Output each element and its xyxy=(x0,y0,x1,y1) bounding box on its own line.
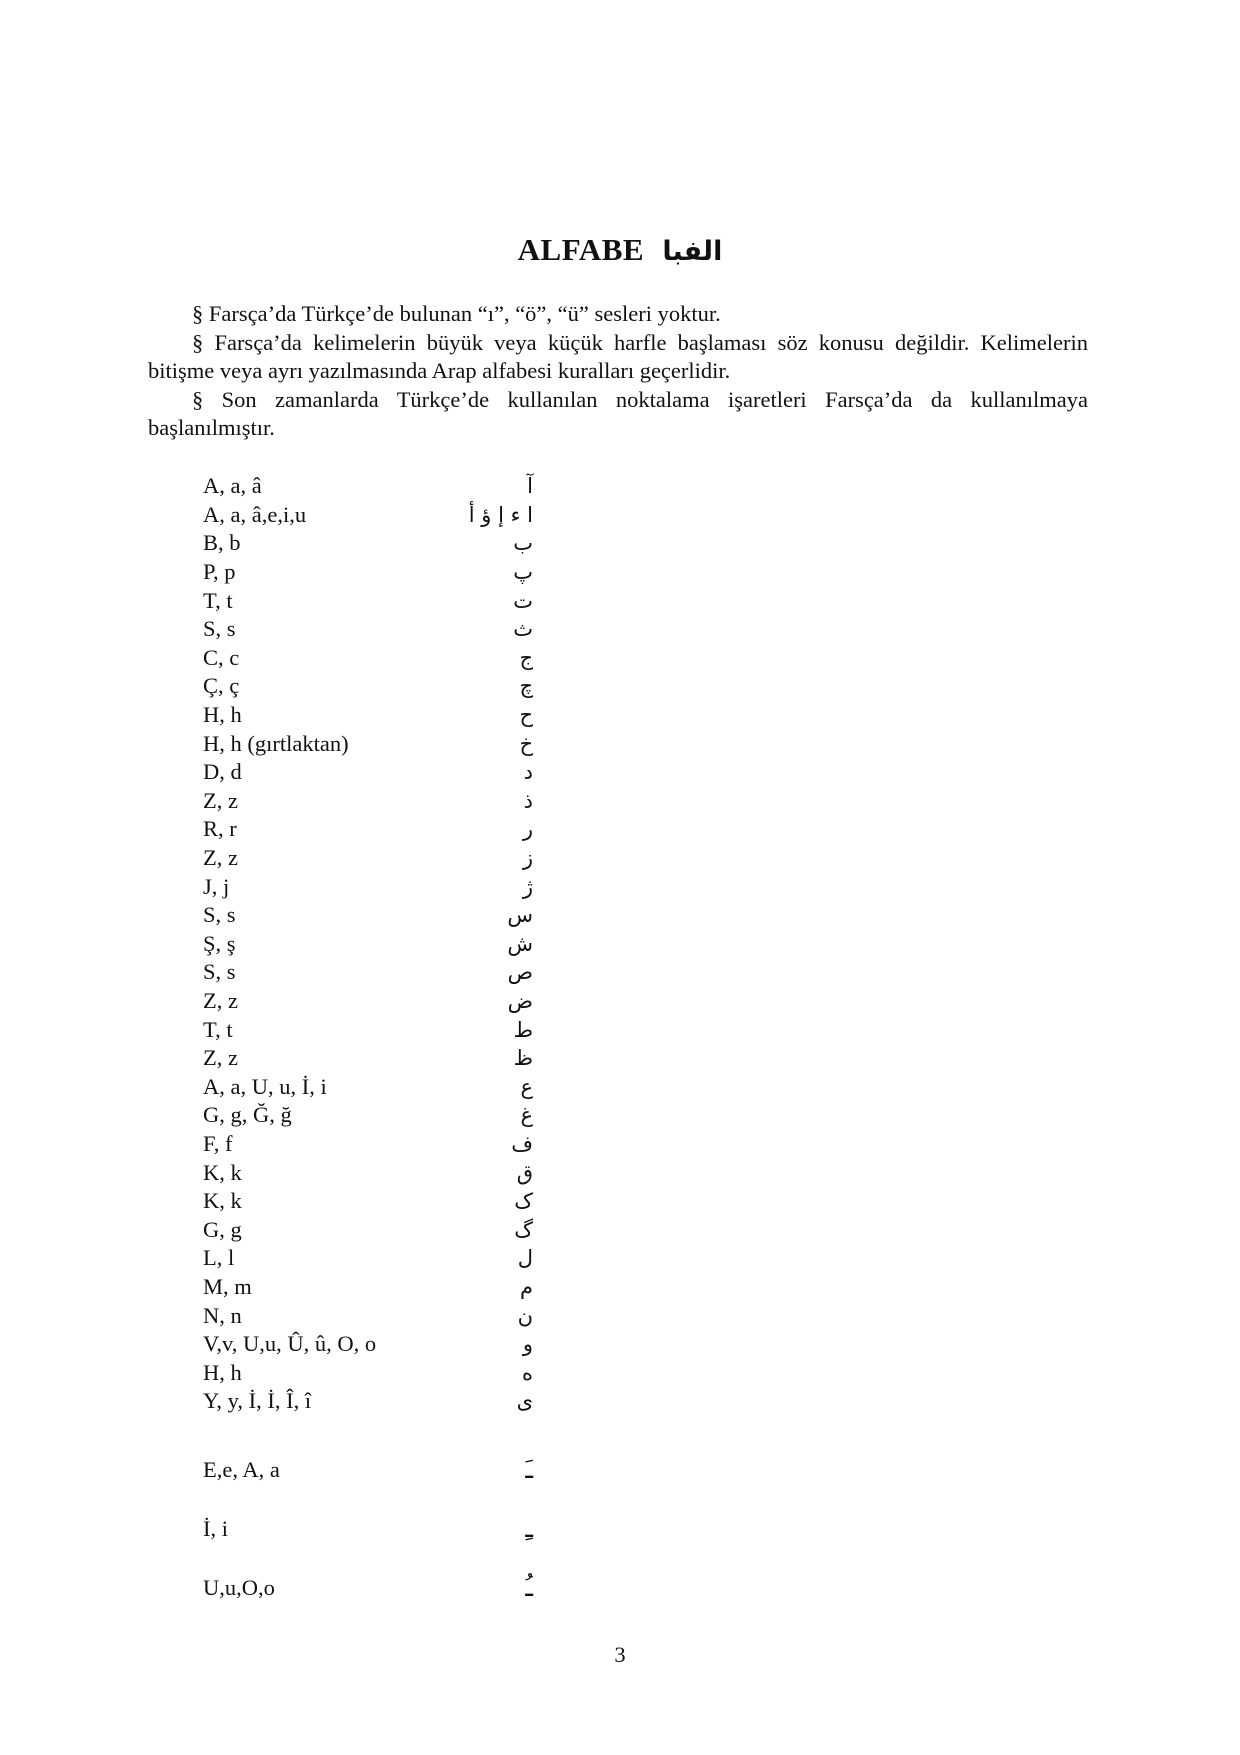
latin-letters: R, r xyxy=(203,816,237,842)
alphabet-row xyxy=(203,958,603,987)
latin-letters: Z, z xyxy=(203,845,238,871)
latin-letters: M, m xyxy=(203,1273,252,1299)
vowel-latin: U,u,O,o xyxy=(203,1574,275,1600)
persian-letter: ی xyxy=(516,1389,533,1414)
latin-letters: C, c xyxy=(203,644,240,670)
latin-letters: A, a, â,e,i,u xyxy=(203,501,307,527)
latin-letters: H, h (gırtlaktan) xyxy=(203,730,349,756)
persian-letter: ر xyxy=(522,817,533,842)
vowel-latin: İ, i xyxy=(203,1515,228,1541)
latin-letters: A, a, U, u, İ, i xyxy=(203,1073,327,1099)
title-arabic: الفبا xyxy=(662,236,723,267)
alphabet-row xyxy=(203,1273,603,1302)
alphabet-row xyxy=(203,1044,603,1073)
alphabet-row xyxy=(203,1215,603,1244)
alphabet-row xyxy=(203,930,603,959)
alphabet-row xyxy=(203,844,603,873)
alphabet-row xyxy=(203,872,603,901)
latin-letters: Ç, ç xyxy=(203,673,240,699)
persian-letter: ن xyxy=(517,1303,533,1328)
note-paragraph: § Farsça’da kelimelerin büyük veya küçük harfle başlaması söz konusu değildir. Kelimelerin bitişme veya ayrı yazılmasında Arap alfabesi kuralları geçerlidir. xyxy=(148,329,1088,383)
persian-letter: ز xyxy=(522,846,533,871)
persian-letter: ه xyxy=(521,1360,533,1385)
intro-notes xyxy=(148,300,1088,443)
alphabet-row xyxy=(203,1301,603,1330)
persian-letter: ا ء إ ؤ أ xyxy=(468,502,533,527)
persian-letter: ع xyxy=(520,1074,533,1099)
alphabet-row xyxy=(203,472,603,501)
alphabet-row xyxy=(203,729,603,758)
alphabet-row xyxy=(203,758,603,787)
alphabet-row xyxy=(203,1187,603,1216)
note-paragraph: § Son zamanlarda Türkçe’de kullanılan noktalama işaretleri Farsça’da da kullanılmaya başlanılmıştır. xyxy=(148,386,1088,440)
latin-letters: S, s xyxy=(203,959,236,985)
alphabet-row xyxy=(203,815,603,844)
persian-letter: ل xyxy=(517,1246,533,1271)
persian-letter: ث xyxy=(513,617,533,642)
alphabet-row xyxy=(203,529,603,558)
note-paragraph: § Farsça’da Türkçe’de bulunan “ı”, “ö”, “ü” sesleri yoktur. xyxy=(192,301,721,326)
alphabet-row xyxy=(203,672,603,701)
vowel-mark-row xyxy=(203,1558,603,1617)
alphabet-row xyxy=(203,787,603,816)
alphabet-row xyxy=(203,1015,603,1044)
latin-letters: K, k xyxy=(203,1188,242,1214)
latin-letters: Z, z xyxy=(203,1045,238,1071)
persian-letter: ح xyxy=(519,703,533,728)
vowel-mark: ـُ xyxy=(525,1572,533,1603)
vowel-mark: ـِ xyxy=(525,1513,533,1544)
latin-letters: Ş, ş xyxy=(203,930,236,956)
latin-letters: H, h xyxy=(203,1359,242,1385)
alphabet-row xyxy=(203,1072,603,1101)
latin-letters: T, t xyxy=(203,1016,233,1042)
persian-letter: ش xyxy=(507,931,533,956)
persian-letter: ک xyxy=(514,1189,533,1214)
latin-letters: B, b xyxy=(203,530,241,556)
latin-letters: D, d xyxy=(203,759,242,785)
latin-letters: F, f xyxy=(203,1130,233,1156)
persian-letter: م xyxy=(519,1274,533,1299)
title-latin: ALFABE xyxy=(517,232,645,267)
latin-letters: K, k xyxy=(203,1159,242,1185)
persian-letter: د xyxy=(523,760,533,785)
alphabet-row xyxy=(203,501,603,530)
alphabet-row xyxy=(203,1330,603,1359)
persian-letter: چ xyxy=(519,674,533,699)
latin-letters: H, h xyxy=(203,702,242,728)
latin-letters: G, g xyxy=(203,1216,242,1242)
vowel-mark: ـَ xyxy=(525,1454,533,1485)
persian-letter: ج xyxy=(519,645,533,670)
latin-letters: S, s xyxy=(203,616,236,642)
latin-letters: N, n xyxy=(203,1302,242,1328)
persian-letter: ض xyxy=(507,988,533,1013)
alphabet-row xyxy=(203,558,603,587)
persian-letter: س xyxy=(507,903,533,928)
latin-letters: Z, z xyxy=(203,987,238,1013)
persian-letter: ذ xyxy=(523,788,533,813)
vowel-latin: E,e, A, a xyxy=(203,1456,280,1482)
alphabet-row xyxy=(203,1158,603,1187)
persian-letter: ت xyxy=(513,588,533,613)
persian-letter: آ xyxy=(527,474,533,499)
alphabet-row xyxy=(203,644,603,673)
latin-letters: J, j xyxy=(203,873,230,899)
persian-letter: ف xyxy=(511,1131,533,1156)
alphabet-row xyxy=(203,1130,603,1159)
latin-letters: A, a, â xyxy=(203,473,262,499)
persian-letter: ق xyxy=(516,1160,533,1185)
persian-letter: ب xyxy=(513,531,533,556)
persian-letter: غ xyxy=(520,1103,533,1128)
persian-letter: پ xyxy=(513,560,533,585)
alphabet-row xyxy=(203,615,603,644)
alphabet-row xyxy=(203,1387,603,1416)
latin-letters: G, g, Ğ, ğ xyxy=(203,1102,292,1128)
latin-letters: P, p xyxy=(203,559,236,585)
persian-letter: گ xyxy=(514,1217,533,1242)
alphabet-row xyxy=(203,1101,603,1130)
page-title xyxy=(0,232,1240,268)
alphabet-row xyxy=(203,586,603,615)
latin-letters: V,v, U,u, Û, û, O, o xyxy=(203,1331,377,1357)
persian-letter: ژ xyxy=(522,874,533,899)
alphabet-table xyxy=(203,472,603,1416)
alphabet-row xyxy=(203,1358,603,1387)
page-number: 3 xyxy=(614,1642,626,1667)
persian-letter: ص xyxy=(507,960,533,985)
vowel-mark-row xyxy=(203,1499,603,1558)
vowel-mark-row xyxy=(203,1440,603,1499)
latin-letters: S, s xyxy=(203,902,236,928)
latin-letters: T, t xyxy=(203,587,233,613)
vowel-marks-table xyxy=(203,1440,603,1617)
persian-letter: و xyxy=(522,1332,533,1357)
alphabet-row xyxy=(203,1244,603,1273)
alphabet-row xyxy=(203,987,603,1016)
persian-letter: خ xyxy=(519,731,533,756)
latin-letters: Y, y, İ, İ, Î, î xyxy=(203,1388,312,1414)
latin-letters: L, l xyxy=(203,1245,235,1271)
persian-letter: ظ xyxy=(513,1046,533,1071)
latin-letters: Z, z xyxy=(203,787,238,813)
persian-letter: ط xyxy=(513,1017,533,1042)
alphabet-row xyxy=(203,701,603,730)
alphabet-row xyxy=(203,901,603,930)
